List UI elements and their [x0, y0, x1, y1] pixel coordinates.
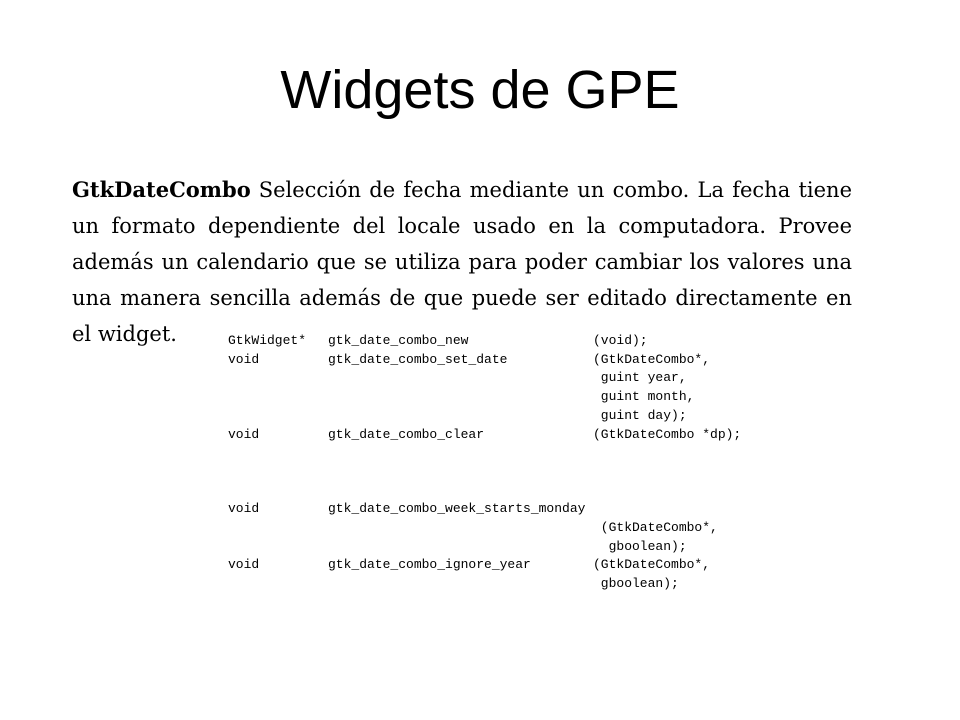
api-function-name: gtk_date_combo_ignore_year	[328, 557, 531, 573]
api-row	[228, 426, 793, 445]
api-arguments: (void);	[593, 333, 648, 348]
description-paragraph	[72, 172, 852, 352]
api-row	[228, 575, 793, 594]
api-return-type: GtkWidget*	[228, 333, 307, 348]
api-return-type: void	[228, 557, 260, 573]
api-function-name	[328, 444, 593, 500]
api-row	[228, 556, 793, 575]
api-arguments: (GtkDateCombo*,	[593, 351, 711, 367]
api-return-type	[228, 369, 328, 388]
description-term: GtkDateCombo	[72, 177, 251, 202]
api-function-name	[328, 575, 593, 594]
api-return-type: void	[228, 351, 260, 367]
api-row	[228, 369, 793, 388]
api-row	[228, 407, 793, 426]
api-function-name	[328, 407, 593, 426]
api-row	[228, 388, 793, 407]
api-return-type	[228, 388, 328, 407]
slide-title: Widgets de GPE	[280, 60, 680, 120]
api-arguments: guint month,	[593, 389, 695, 405]
api-signature-body	[228, 332, 793, 594]
description-text: Selección de fecha mediante un combo. La fecha tiene un formato dependiente del locale usado en la computadora. Provee además un calendario que se utiliza para poder cambiar los valores una una manera sencilla además de que puede ser editado directamente en el widget.	[72, 178, 852, 346]
api-row	[228, 351, 793, 370]
api-arguments: (GtkDateCombo*,	[593, 519, 718, 535]
api-return-type	[228, 575, 328, 594]
api-arguments: guint day);	[593, 407, 687, 423]
api-row	[228, 332, 793, 351]
api-row	[228, 538, 793, 557]
api-arguments: (GtkDateCombo*,	[593, 557, 711, 573]
api-arguments	[593, 444, 793, 500]
api-return-type	[228, 407, 328, 426]
api-function-name	[328, 388, 593, 407]
api-signature-table	[228, 332, 793, 594]
api-function-name: gtk_date_combo_clear	[328, 426, 485, 442]
api-arguments: (GtkDateCombo *dp);	[593, 426, 742, 442]
api-row	[228, 519, 793, 538]
api-function-name: gtk_date_combo_set_date	[328, 351, 508, 367]
api-row	[228, 500, 793, 519]
api-function-name	[328, 538, 593, 557]
api-function-name	[328, 519, 593, 538]
api-arguments: gboolean);	[593, 538, 687, 554]
api-return-type	[228, 519, 328, 538]
api-arguments: gboolean);	[593, 576, 679, 592]
api-function-name	[328, 369, 593, 388]
api-function-name: gtk_date_combo_week_starts_monday	[328, 501, 586, 517]
api-return-type: void	[228, 426, 260, 442]
api-return-type: void	[228, 501, 260, 517]
api-return-type	[228, 444, 328, 500]
api-function-name: gtk_date_combo_new	[328, 333, 469, 348]
api-row	[228, 444, 793, 500]
api-arguments: guint year,	[593, 370, 687, 386]
api-return-type	[228, 538, 328, 557]
api-arguments	[593, 500, 793, 519]
